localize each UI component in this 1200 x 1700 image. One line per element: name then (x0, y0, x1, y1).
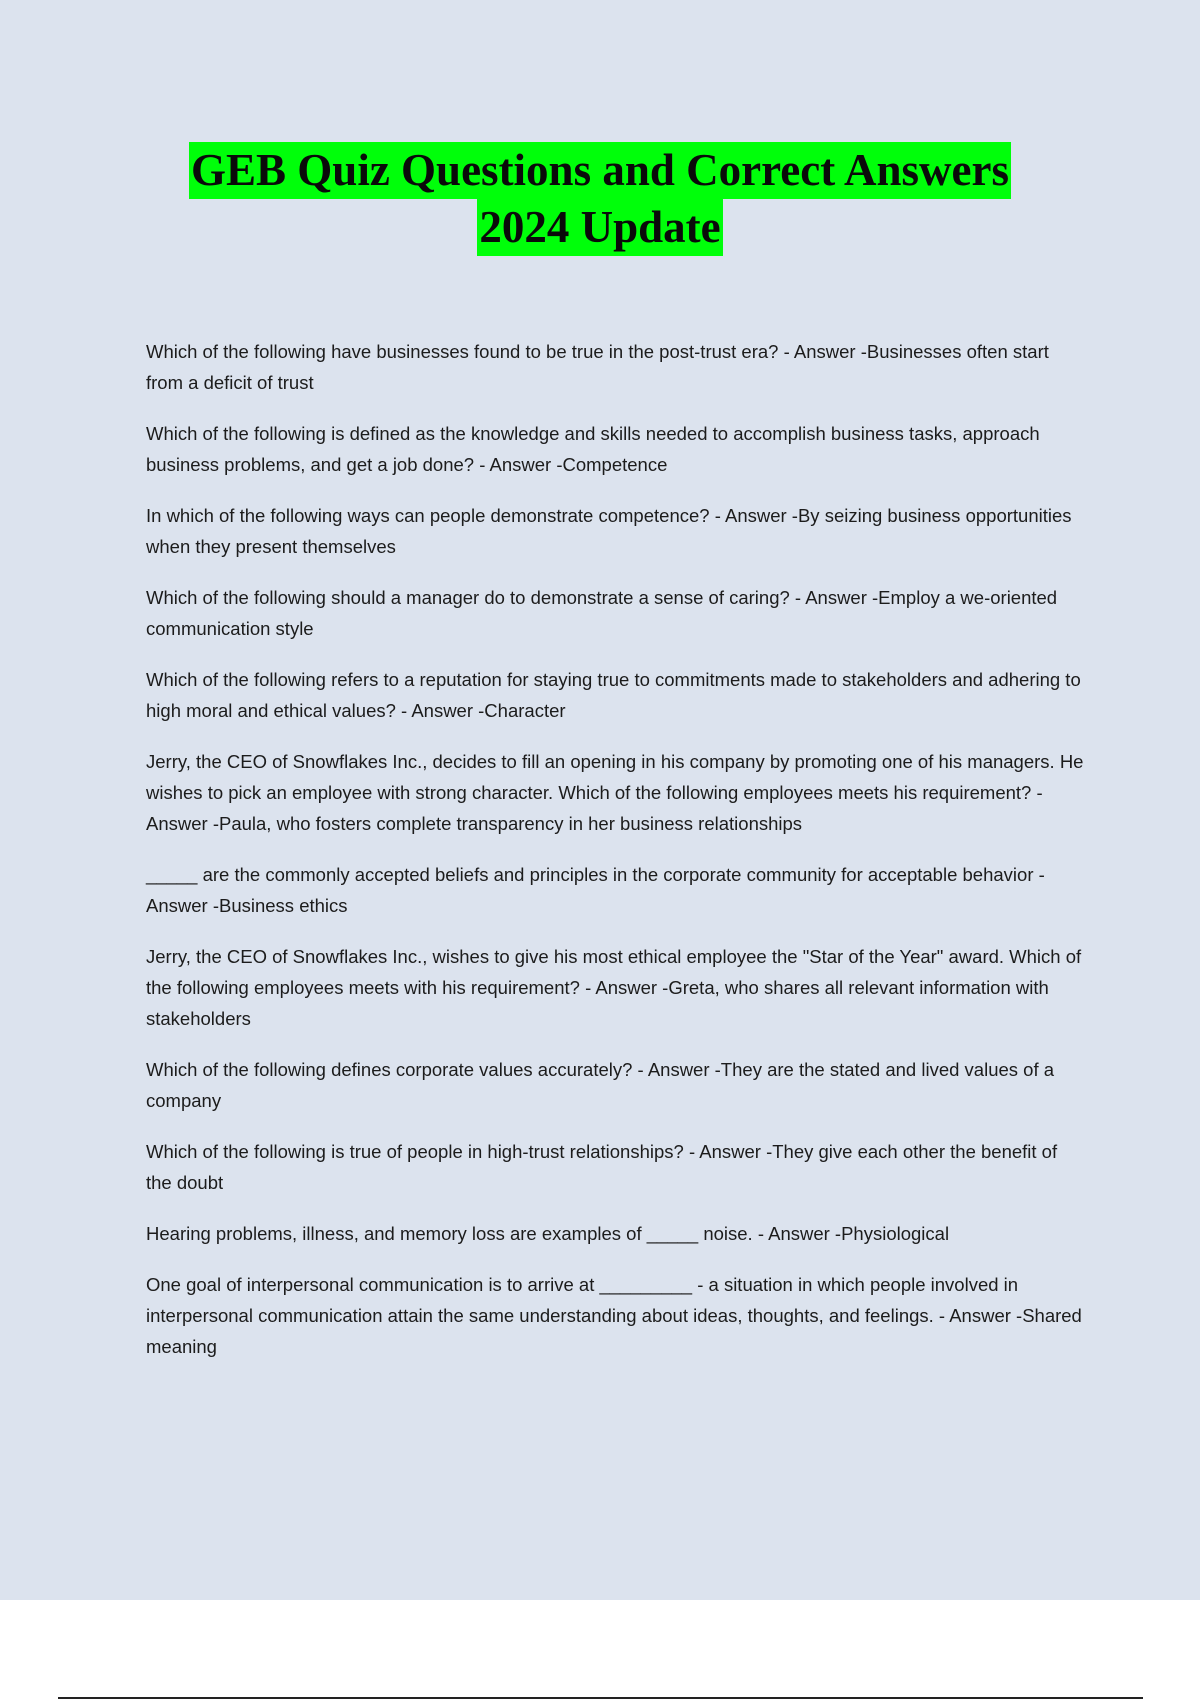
qa-item-2: Which of the following is defined as the knowledge and skills needed to accomplish business tasks, approach business problems, and get a job done? - Answer -Competence (146, 423, 1040, 475)
qa-item-6: Jerry, the CEO of Snowflakes Inc., decides to fill an opening in his company by promoting one of his managers. He wishes to pick an employee with strong character. Which of the following employees meets his requirement? - Answer -Paula, who fosters complete transparency in her business relationships (146, 751, 1084, 834)
qa-item-11: Hearing problems, illness, and memory loss are examples of _____ noise. - Answer -Physiological (146, 1223, 950, 1244)
qa-item-4: Which of the following should a manager do to demonstrate a sense of caring? - Answer -Employ a we-oriented communication style (146, 587, 1058, 639)
qa-item-3: In which of the following ways can people demonstrate competence? - Answer -By seizing business opportunities when they present themselves (146, 505, 1072, 557)
qa-item-9: Which of the following defines corporate values accurately? - Answer -They are the stated and lived values of a company (146, 1059, 1055, 1111)
qa-item-12: One goal of interpersonal communication is to arrive at _________ - a situation in which people involved in interpersonal communication attain the same understanding about ideas, thoughts, and feelings. - Answer -Shared meaning (146, 1274, 1082, 1357)
title-line-2: 2024 Update (477, 199, 722, 256)
qa-item-1: Which of the following have businesses found to be true in the post-trust era? - Answer -Businesses often start from a deficit of trust (146, 341, 1049, 393)
qa-item-8: Jerry, the CEO of Snowflakes Inc., wishes to give his most ethical employee the "Star of the Year" award. Which of the following employees meets with his requirement? - Answer -Greta, who shares all relevant information with stakeholders (146, 946, 1082, 1029)
qa-item-5: Which of the following refers to a reputation for staying true to commitments made to stakeholders and adhering to high moral and ethical values? - Answer -Character (146, 669, 1081, 721)
qa-item-10: Which of the following is true of people in high-trust relationships? - Answer -They give each other the benefit of the doubt (146, 1141, 1058, 1193)
title-line-1: GEB Quiz Questions and Correct Answers (189, 142, 1011, 199)
footer-divider (58, 1697, 1143, 1699)
page-title (0, 142, 1200, 256)
qa-list (146, 336, 1086, 1382)
qa-item-7: _____ are the commonly accepted beliefs and principles in the corporate community for acceptable behavior - Answer -Business ethics (146, 864, 1045, 916)
